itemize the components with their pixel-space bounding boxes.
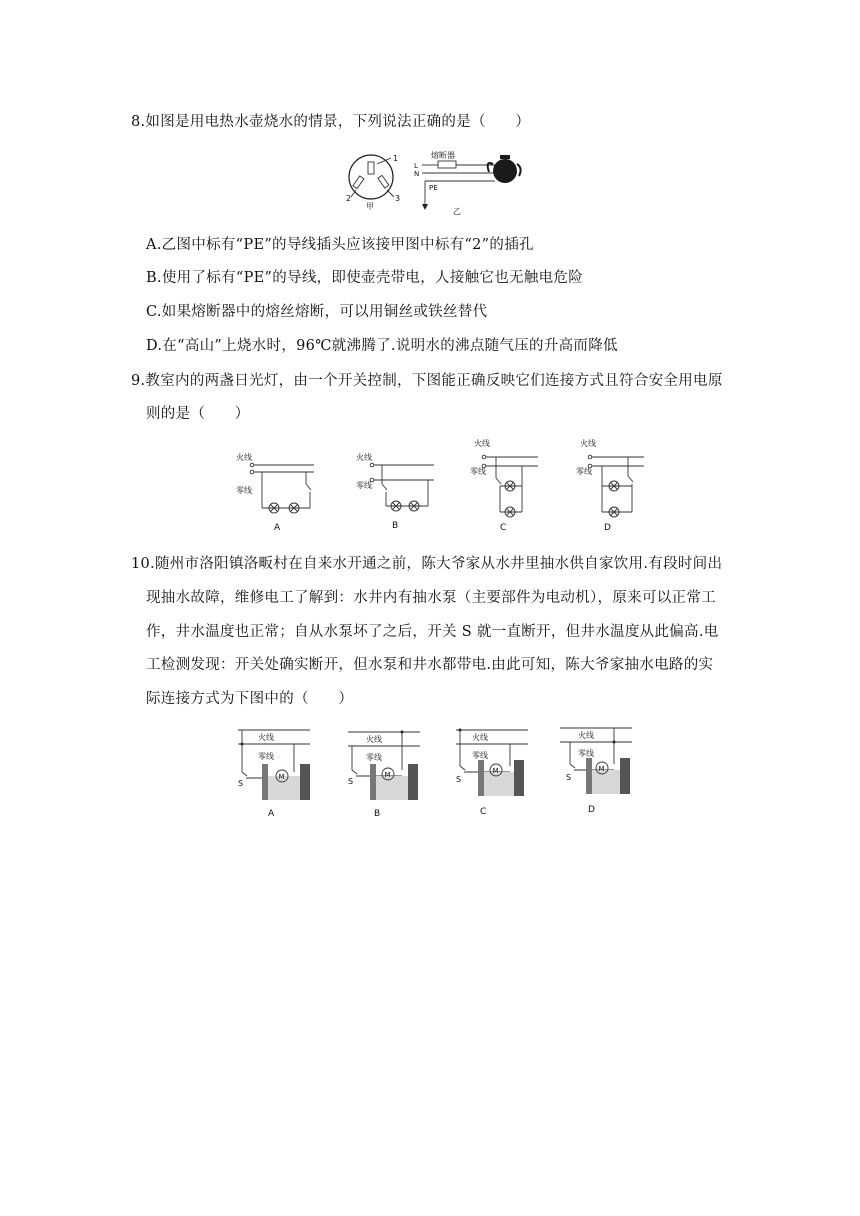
q9-stem-line1: 9.教室内的两盏日光灯，由一个开关控制，下图能正确反映它们连接方式且符合安全用电原 — [131, 373, 723, 389]
hole-label-3: 3 — [395, 194, 401, 203]
well-wall-icon — [620, 758, 630, 794]
q10-panel-d — [556, 720, 636, 820]
live-label: 火线 — [580, 439, 596, 448]
live-label: 火线 — [258, 733, 274, 742]
hole-label-2: 2 — [346, 194, 352, 203]
switch-label: S — [566, 773, 572, 782]
label-yi: 乙 — [453, 207, 461, 216]
q8-option-a: A.乙图中标有“PE”的导线插头应该接甲图中标有“2”的插孔 — [146, 237, 534, 253]
switch-icon — [460, 766, 465, 770]
live-label: 火线 — [474, 439, 490, 448]
switch-icon — [242, 772, 247, 776]
q8-option-d: D.在“高山”上烧水时，96℃就沸腾了.说明水的沸点随气压的升高而降低 — [146, 338, 618, 354]
svg-text:M: M — [598, 765, 605, 773]
live-label: 火线 — [472, 733, 488, 742]
panel-label: B — [392, 521, 399, 531]
motor-icon — [490, 764, 502, 776]
q9-stem-line2: 则的是（ ） — [146, 406, 250, 422]
switch-label: S — [456, 775, 462, 784]
q10-line3: 作，井水温度也正常；自从水泵坏了之后，开关 S 就一直断开，但井水温度从此偏高.电 — [146, 624, 719, 640]
neutral-label: 零线 — [356, 481, 372, 490]
kettle-icon — [488, 155, 521, 183]
water-icon — [376, 776, 408, 800]
socket-hole-3 — [378, 175, 389, 188]
switch-label: S — [238, 779, 244, 788]
q10-panel-a — [234, 724, 314, 824]
svg-text:M: M — [278, 773, 285, 781]
wire-label-PE: PE — [429, 184, 438, 192]
well-wall-icon — [514, 760, 524, 796]
well-wall-icon — [478, 760, 484, 796]
wire-label-L: L — [414, 162, 418, 170]
switch-icon — [570, 764, 575, 768]
q9-panel-a — [232, 450, 322, 536]
switch-icon — [496, 478, 501, 484]
live-label: 火线 — [578, 731, 594, 740]
panel-label: A — [274, 523, 281, 533]
panel-label: D — [604, 523, 611, 533]
neutral-label: 零线 — [258, 752, 274, 761]
q10-line4: 工检测发现：开关处确实断开，但水泵和井水都带电.由此可知，陈大爷家抽水电路的实 — [146, 657, 714, 673]
socket-hole-1 — [368, 162, 374, 174]
q8-option-c: C.如果熔断器中的熔丝熔断，可以用铜丝或铁丝替代 — [146, 304, 488, 320]
neutral-label: 零线 — [576, 467, 592, 476]
well-wall-icon — [408, 764, 418, 800]
switch-icon — [306, 484, 311, 490]
neutral-label: 零线 — [470, 467, 486, 476]
panel-label: D — [588, 805, 595, 815]
hole-label-1: 1 — [393, 154, 399, 163]
live-label: 火线 — [366, 735, 382, 744]
fuse-label: 熔断器 — [431, 151, 455, 160]
svg-text:M: M — [384, 771, 391, 779]
q9-panel-c — [466, 436, 546, 536]
q9-panel-b — [352, 450, 442, 536]
switch-label: S — [348, 777, 354, 786]
socket-diagram — [346, 154, 400, 211]
socket-hole-2 — [353, 176, 364, 189]
kettle-circuit-diagram — [414, 150, 521, 216]
switch-icon — [628, 476, 633, 482]
panel-label: C — [480, 807, 487, 817]
wire-label-N: N — [414, 170, 420, 178]
fuse-icon — [438, 161, 456, 168]
motor-icon — [382, 768, 394, 780]
live-label: 火线 — [236, 453, 252, 462]
q10-line5: 际连接方式为下图中的（ ） — [146, 691, 354, 707]
well-wall-icon — [370, 764, 376, 800]
q10-line1: 10.随州市洛阳镇洛畈村在自来水开通之前，陈大爷家从水井里抽水供自家饮用.有段时间出 — [131, 556, 723, 572]
live-label: 火线 — [356, 453, 372, 462]
label-jia: 甲 — [366, 202, 374, 211]
q8-stem: 8.如图是用电热水壶烧水的情景，下列说法正确的是（ ） — [131, 114, 531, 130]
q8-option-b: B.使用了标有“PE”的导线，即使壶壳带电，人接触它也无触电危险 — [146, 270, 584, 286]
neutral-label: 零线 — [578, 749, 594, 758]
neutral-label: 零线 — [236, 486, 252, 495]
switch-icon — [382, 484, 387, 490]
q8-figure — [345, 146, 525, 220]
well-wall-icon — [586, 758, 592, 794]
q9-panel-d — [572, 436, 652, 536]
water-icon — [592, 770, 620, 794]
q10-panel-b — [344, 724, 424, 824]
well-wall-icon — [262, 764, 268, 800]
neutral-label: 零线 — [366, 753, 382, 762]
panel-label: A — [268, 809, 275, 819]
q10-line2: 现抽水故障，维修电工了解到：水井内有抽水泵（主要部件为电动机），原来可以正常工 — [146, 590, 716, 606]
motor-icon — [596, 762, 608, 774]
switch-icon — [352, 770, 357, 774]
panel-label: B — [374, 809, 381, 819]
svg-text:M: M — [492, 767, 499, 775]
panel-label: C — [500, 523, 507, 533]
neutral-label: 零线 — [472, 751, 488, 760]
well-wall-icon — [300, 764, 310, 800]
q10-panel-c — [452, 722, 532, 822]
